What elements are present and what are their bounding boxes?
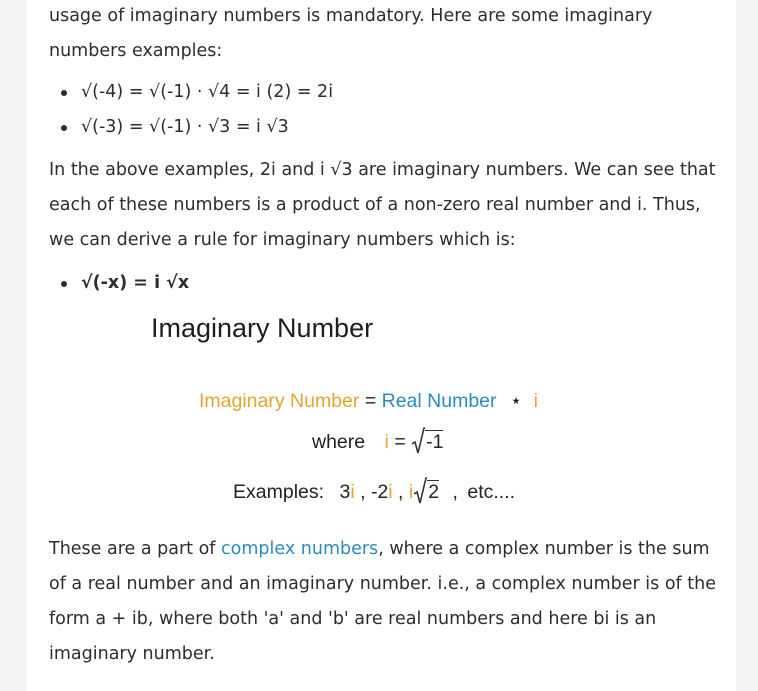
sqrt-two (413, 481, 439, 504)
complex-numbers-link[interactable]: complex numbers (221, 539, 379, 559)
equation-lhs: Imaginary Number (199, 390, 360, 412)
equation-i: i (533, 390, 538, 412)
example-1-i: i (350, 481, 355, 503)
radicand: -1 (426, 431, 444, 453)
rule-list (49, 266, 189, 301)
equation-equals: = (364, 390, 377, 412)
figure-equation (199, 389, 538, 413)
where-label: where (312, 431, 366, 453)
explanation-paragraph: In the above examples, 2i and i √3 are imaginary numbers. We can see that each of these numbers is a product of a non-zero real number and i. Thus, we can derive a rule for imaginary numbers which is: (49, 160, 716, 250)
list-item: √(-3) = √(-1) · √3 = i √3 (49, 110, 333, 145)
examples-etc: etc.... (467, 481, 516, 503)
radical-icon (411, 427, 425, 455)
list-item: √(-4) = √(-1) · √4 = i (2) = 2i (49, 75, 333, 110)
intro-paragraph: usage of imaginary numbers is mandatory. Here are some imaginary numbers examples: (49, 6, 653, 61)
equation-rhs: Real Number (381, 390, 497, 412)
article-page (26, 0, 736, 691)
imaginary-number-figure (49, 300, 729, 525)
radical-icon (413, 477, 427, 505)
where-equals: = (394, 431, 406, 453)
figure-examples (233, 481, 515, 504)
rule-item: √(-x) = i √x (49, 266, 189, 301)
examples-list (49, 75, 333, 145)
figure-where (312, 431, 443, 454)
where-i: i (384, 431, 389, 453)
separator: , (398, 481, 404, 503)
example-2-i: i (388, 481, 393, 503)
examples-label: Examples: (233, 481, 325, 503)
separator: , (452, 481, 458, 503)
example-1-number: 3 (339, 481, 351, 503)
radicand: 2 (428, 481, 440, 503)
complex-numbers-paragraph (49, 532, 729, 672)
times-icon: ⋆ (509, 390, 523, 412)
paragraph-text: These are a part of (49, 539, 222, 559)
separator: , (360, 481, 366, 503)
paragraph-text: , where a complex number is the sum of a real number and an imaginary number. i.e., a complex number is of the form a + ib, where both 'a' and 'b' are real numbers and here bi is an imaginary number. (49, 539, 716, 664)
example-2-number: -2 (370, 481, 389, 503)
figure-title: Imaginary Number (151, 313, 374, 343)
sqrt-minus-one (411, 431, 443, 454)
example-3-i: i (408, 481, 414, 503)
